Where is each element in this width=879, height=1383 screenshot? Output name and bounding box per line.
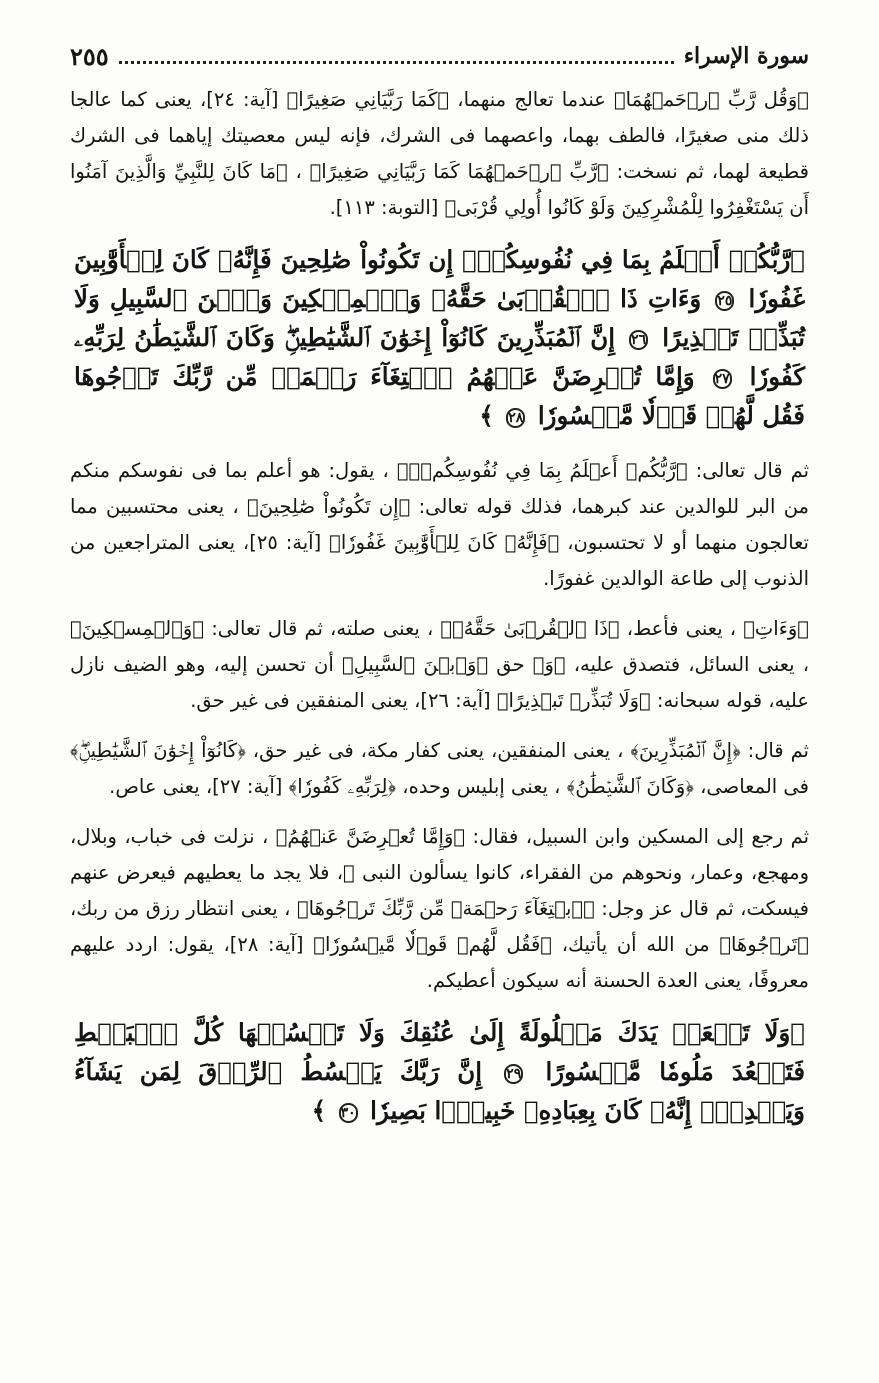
quran-verse-block-1	[70, 240, 809, 435]
verse-block-end-bracket: ﴾	[311, 1096, 327, 1125]
verse-block-end-bracket: ﴾	[479, 401, 494, 430]
verse-number-28: ٢٨	[508, 409, 524, 426]
quran-verse-block-2	[70, 1013, 809, 1130]
commentary-paragraph-2: ثم قال تعالى: ﴿رَّبُّكُمۡ أَعۡلَمُ بِمَا فِي نُفُوسِكُمۡۚ﴾ ، يقول: هو أعلم بما فى نفوسكم منكم من البر للوالدين عند كبرهما، فذلك قوله تعالى: ﴿إِن تَكُونُواْ صَٰلِحِينَ﴾ ، يعنى محتسبين مما تعالجون منهما أو لا تحتسبون، ﴿فَإِنَّهُۥ كَانَ لِلۡأَوَّٰبِينَ غَفُورٗا﴾ [آية: ٢٥]، يعنى المتراجعين من الذنوب إلى طاعة الوالدين غفورًا.	[70, 459, 809, 590]
page-header	[70, 30, 809, 82]
header-dotted-leader	[119, 61, 674, 64]
verse-number-26: ٢٦	[631, 331, 647, 348]
verse-25-text: ﴿رَّبُّكُمۡ أَعۡلَمُ بِمَا فِي نُفُوسِكُمۡۚ إِن تَكُونُواْ صَٰلِحِينَ فَإِنَّهُۥ كَانَ لِلۡأَوَّٰبِينَ غَفُورٗا	[74, 245, 806, 313]
verse-26-text: وَءَاتِ ذَا ٱلۡقُرۡبَىٰ حَقَّهُۥ وَٱلۡمِسۡكِينَ وَٱبۡنَ ٱلسَّبِيلِ وَلَا تُبَذِّرۡ تَبۡذِيرًا	[74, 284, 806, 352]
verse-number-29: ٢٩	[506, 1065, 522, 1082]
commentary-paragraph-1: ﴿وَقُل رَّبِّ ٱرۡحَمۡهُمَا﴾ عندما تعالج منهما، ﴿كَمَا رَبَّيَانِي صَغِيرًا﴾ [آية: ٢٤]، يعنى كما عالجا ذلك منى صغيرًا، فالطف بهما، واعصهما فى الشرك، فإنه ليس معصيتك إياهما فى الشرك قطيعة لهما، ثم نسخت: ﴿رَّبِّ ٱرۡحَمۡهُمَا كَمَا رَبَّيَانِي صَغِيرًا﴾ ، ﴿مَا كَانَ لِلنَّبِيِّ وَالَّذِينَ آمَنُوا أَن يَسْتَغْفِرُوا لِلْمُشْرِكِينَ وَلَوْ كَانُوا أُولِي قُرْبَى﴾ [التوبة: ١١٣].	[70, 88, 809, 219]
verse-28-text: وَإِمَّا تُعۡرِضَنَّ عَنۡهُمُ ٱبۡتِغَآءَ رَحۡمَةٖ مِّن رَّبِّكَ تَرۡجُوهَا فَقُل لَّهُمۡ قَوۡلٗا مَّيۡسُورٗا	[74, 362, 805, 430]
commentary-paragraph-3: ﴿وَءَاتِ﴾ ، يعنى فأعط، ﴿ذَا ٱلۡقُرۡبَىٰ حَقَّهُۥ﴾ ، يعنى صلته، ثم قال تعالى: ﴿وَٱلۡمِسۡكِينَ﴾ ، يعنى السائل، فتصدق عليه، ﴿وَ﴾ حق ﴿وَٱبۡنَ ٱلسَّبِيلِ﴾ أن تحسن إليه، وهو الضيف نازل عليه، قوله سبحانه: ﴿وَلَا تُبَذِّرۡ تَبۡذِيرًا﴾ [آية: ٢٦]، يعنى المنفقين فى غير حق.	[70, 617, 809, 712]
commentary-paragraph-5: ثم رجع إلى المسكين وابن السبيل، فقال: ﴿وَإِمَّا تُعۡرِضَنَّ عَنۡهُمُ﴾ ، نزلت فى خباب، وبلال، ومهجع، وعمار، ونحوهم من الفقراء، كانوا يسألون النبى ﷺ، فلا يجد ما يعطيهم فيعرض عنهم فيسكت، ثم قال عز وجل: ﴿ٱبۡتِغَآءَ رَحۡمَةٖ مِّن رَّبِّكَ تَرۡجُوهَا﴾ ، يعنى انتظار رزق من ربك، ﴿تَرۡجُوهَا﴾ من الله أن يأتيك، ﴿فَقُل لَّهُمۡ قَوۡلٗا مَّيۡسُورٗا﴾ [آية: ٢٨]، يقول: اردد عليهم معروفًا، يعنى العدة الحسنة أنه سيكون أعطيكم.	[70, 825, 809, 992]
commentary-paragraph-4: ثم قال: ﴿إِنَّ ٱلۡمُبَذِّرِينَ﴾ ، يعنى المنفقين، يعنى كفار مكة، فى غير حق، ﴿كَانُوٓاْ إِخۡوَٰنَ ٱلشَّيَٰطِينِۖ﴾ فى المعاصى، ﴿وَكَانَ ٱلشَّيۡطَٰنُ﴾ ، يعنى إبليس وحده، ﴿لِرَبِّهِۦ كَفُورٗا﴾ [آية: ٢٧]، يعنى عاص.	[70, 739, 809, 798]
verse-30-text: إِنَّ رَبَّكَ يَبۡسُطُ ٱلرِّزۡقَ لِمَن يَشَآءُ وَيَقۡدِرُۚ إِنَّهُۥ كَانَ بِعِبَادِهِۦ خَبِيرَۢا بَصِيرٗا	[74, 1057, 805, 1125]
surah-title: سورة الإسراء	[683, 43, 809, 69]
verse-number-25: ٢٥	[717, 292, 733, 309]
page-number: ٢٥٥	[70, 41, 109, 71]
verse-number-30: ٣٠	[340, 1104, 356, 1121]
verse-27-text: إِنَّ ٱلۡمُبَذِّرِينَ كَانُوٓاْ إِخۡوَٰنَ ٱلشَّيَٰطِينِۖ وَكَانَ ٱلشَّيۡطَٰنُ لِرَبِّهِۦ كَفُورٗا	[74, 323, 806, 391]
verse-29-text: ﴿وَلَا تَجۡعَلۡ يَدَكَ مَغۡلُولَةً إِلَىٰ عُنُقِكَ وَلَا تَبۡسُطۡهَا كُلَّ ٱلۡبَسۡطِ فَتَقۡعُدَ مَلُومٗا مَّحۡسُورًا	[74, 1018, 806, 1086]
verse-number-27: ٢٧	[714, 370, 730, 387]
